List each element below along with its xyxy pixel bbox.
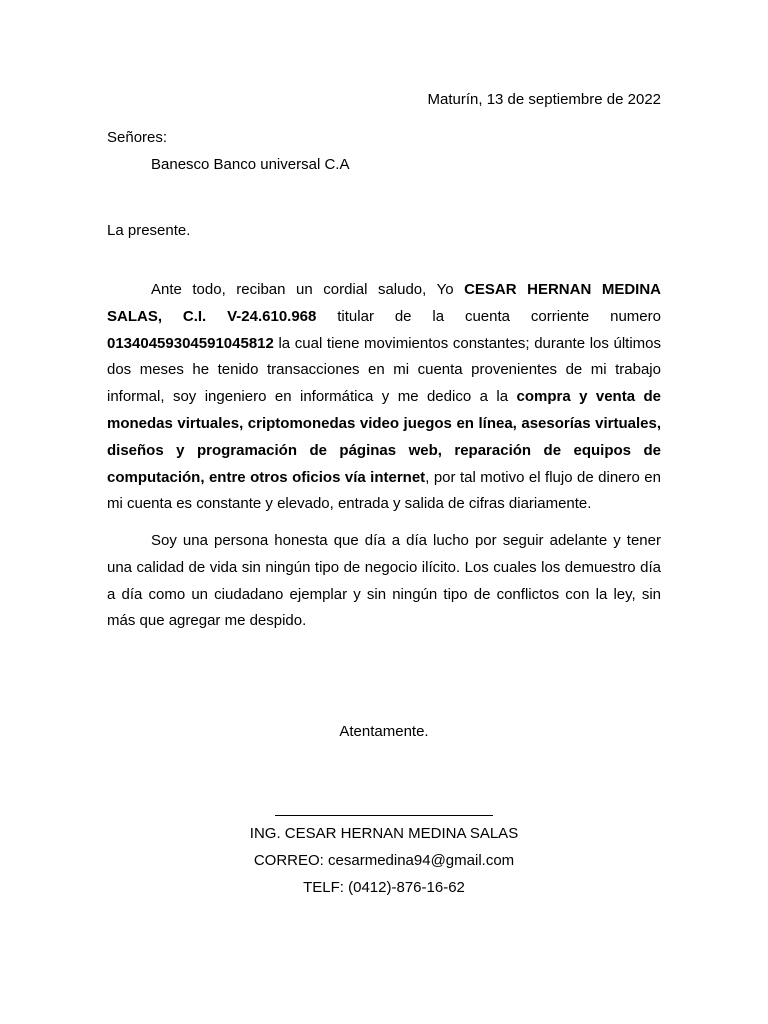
body-text bbox=[206, 308, 227, 325]
activities-description: compra y venta de monedas virtuales, criptomonedas video juegos en línea, asesorías virtuales, diseños y programación de páginas web, reparación de equipos de computación, entre otros oficios vía internet bbox=[107, 388, 661, 486]
signer-phone: TELF: (0412)-876-16-62 bbox=[303, 879, 465, 896]
body-paragraph-1 bbox=[107, 277, 661, 518]
body-paragraph-2: Soy una persona honesta que día a día lucho por seguir adelante y tener una calidad de vida sin ningún tipo de negocio ilícito. Los cuales los demuestro día a día como un ciudadano ejemplar y sin ningún tipo de conflictos con la ley, sin más que agregar me despido. bbox=[107, 532, 661, 630]
id-number: V-24.610.968 bbox=[227, 307, 317, 325]
client-name: CESAR HERNAN MEDINA SALAS, C.I. bbox=[107, 281, 661, 325]
account-number: 01340459304591045812 bbox=[107, 334, 274, 352]
letter-page bbox=[107, 0, 661, 1024]
letter-date: Maturín, 13 de septiembre de 2022 bbox=[427, 91, 661, 108]
signature-block bbox=[107, 820, 661, 901]
salutation: Señores: bbox=[107, 129, 168, 146]
signer-name: ING. CESAR HERNAN MEDINA SALAS bbox=[249, 825, 519, 842]
signer-email: CORREO: cesarmedina94@gmail.com bbox=[253, 852, 515, 869]
closing: Atentamente. bbox=[339, 723, 429, 740]
signature-line bbox=[275, 815, 493, 816]
opening-line: La presente. bbox=[107, 222, 191, 239]
body-text: titular de la cuenta corriente numero bbox=[316, 307, 661, 325]
recipient: Banesco Banco universal C.A bbox=[151, 156, 350, 173]
body-text: la cual tiene movimientos constantes; durante los últimos dos meses he tenido transacciones en mi cuenta provenientes de mi trabajo informal, soy ingeniero en informática y me dedico a la bbox=[107, 334, 661, 406]
body-text: Ante todo, reciban un cordial saludo, Yo bbox=[151, 281, 465, 298]
body-text: , por tal motivo el flujo de dinero en mi cuenta es constante y elevado, entrada y salida de cifras diariamente. bbox=[107, 468, 661, 513]
